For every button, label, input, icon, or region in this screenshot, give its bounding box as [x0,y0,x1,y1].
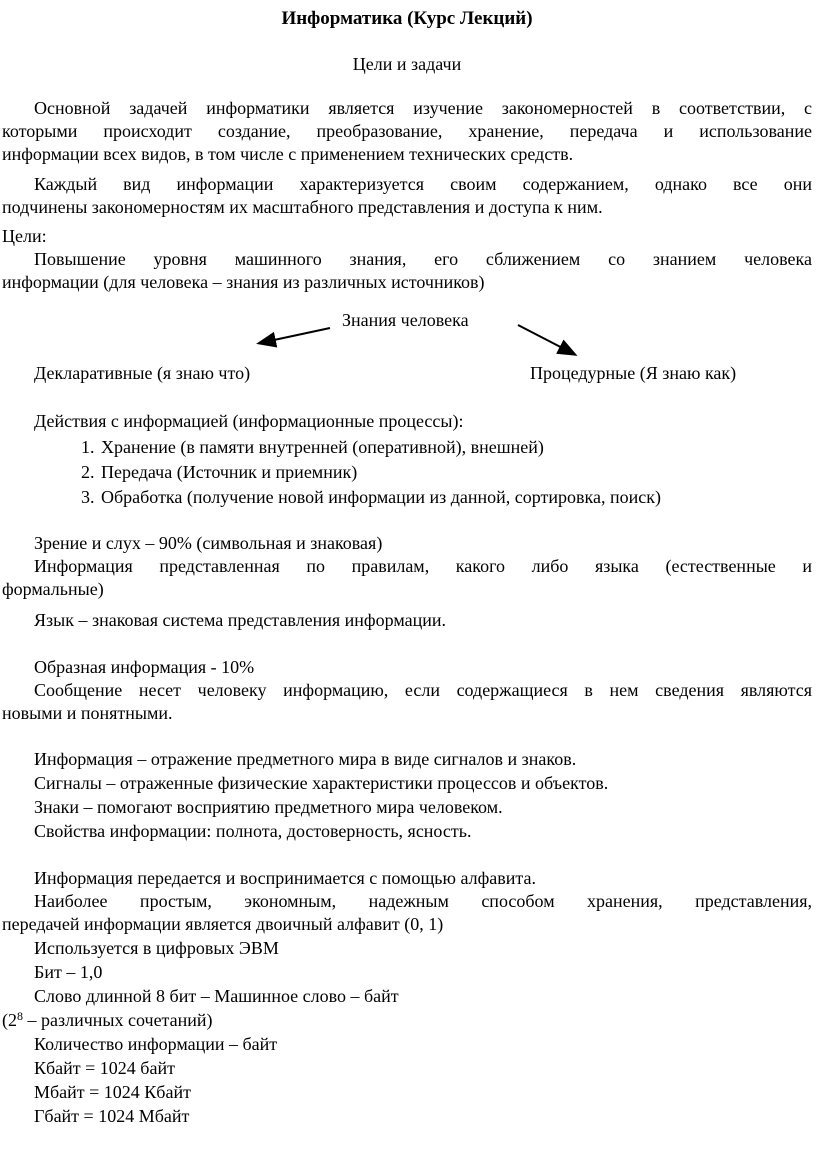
list-item: 3. Обработка (получение новой информации из данной, сортировка, поиск) [99,485,812,510]
list-item: 2. Передача (Источник и приемник) [99,460,812,485]
actions-heading: Действия с информацией (информационные процессы): [34,411,464,431]
text-line: Повышение уровня машинного знания, его сближением со знанием человека [34,249,812,269]
text-line: Основной задачей информатики является изучение закономерностей в соответствии, с [34,98,812,118]
definition-signs: Знаки – помогают восприятию предметного мира человеком. [34,797,503,817]
alphabet-transfer-line: Информация передается и воспринимается с помощью алфавита. [34,868,536,888]
combinations-exponent: 8 [17,1009,23,1023]
mbyte-line: Мбайт = 1024 Кбайт [34,1082,191,1102]
text-line: Каждый вид информации характеризуется своим содержанием, однако все они [34,174,812,194]
goals-label: Цели: [2,226,47,246]
text-line: формальные) [2,579,104,599]
units-block [2,936,812,1128]
combinations-line [2,1008,812,1032]
language-line: Язык – знаковая система представления информации. [34,610,446,630]
paragraph-goal [2,248,812,294]
image-info-line: Образная информация - 10% [34,657,255,677]
paragraph-main-task [2,97,812,166]
text-line: которыми происходит создание, преобразование, хранение, передача и использование [2,121,812,141]
definition-properties: Свойства информации: полнота, достоверность, ясность. [34,821,472,841]
paragraph-rules [2,555,812,601]
text-line: информации (для человека – знания из различных источников) [2,272,485,292]
left-branch-arrow-icon [260,328,330,343]
diagram-procedural-label: Процедурные (Я знаю как) [530,363,737,383]
quantity-line: Количество информации – байт [34,1034,278,1054]
text-line: Сообщение несет человеку информацию, если содержащиеся в нем сведения являются [34,680,812,700]
text-line: передачей информации является двоичный алфавит (0, 1) [2,914,444,934]
diagram-declarative-label: Декларативные (я знаю что) [34,363,251,383]
combinations-base: (2 [2,1010,17,1030]
word-line: Слово длинной 8 бит – Машинное слово – байт [34,986,399,1006]
combinations-rest: – различных сочетаний) [23,1010,213,1030]
diagram-root-label: Знания человека [342,310,469,330]
text-line: Наиболее простым, экономным, надежным способом хранения, представления, [34,891,812,911]
bit-line: Бит – 1,0 [34,962,103,982]
right-branch-arrow-icon [518,325,574,354]
definitions-block [2,747,812,843]
definition-signals: Сигналы – отраженные физические характеристики процессов и объектов. [34,773,609,793]
paragraph-each-kind [2,173,812,219]
text-line: новыми и понятными. [2,703,173,723]
text-line: информации всех видов, в том числе с применением технических средств. [2,144,574,164]
usage-line: Используется в цифровых ЭВМ [34,938,279,958]
section-heading: Цели и задачи [352,54,462,74]
vision-line: Зрение и слух – 90% (символьная и знаковая) [34,533,383,553]
text-line: подчинены закономерностям их масштабного представления и доступа к ним. [2,197,603,217]
knowledge-diagram [2,294,812,406]
text-line: Информация представленная по правилам, какого либо языка (естественные и [34,556,812,576]
kbyte-line: Кбайт = 1024 байт [34,1058,175,1078]
gbyte-line: Гбайт = 1024 Мбайт [34,1106,190,1126]
definition-information: Информация – отражение предметного мира в виде сигналов и знаков. [34,749,577,769]
paragraph-binary [2,890,812,936]
document-title: Информатика (Курс Лекций) [281,8,533,29]
actions-list [2,435,812,510]
paragraph-message [2,679,812,725]
list-item: 1. Хранение (в памяти внутренней (оперативной), внешней) [99,435,812,460]
